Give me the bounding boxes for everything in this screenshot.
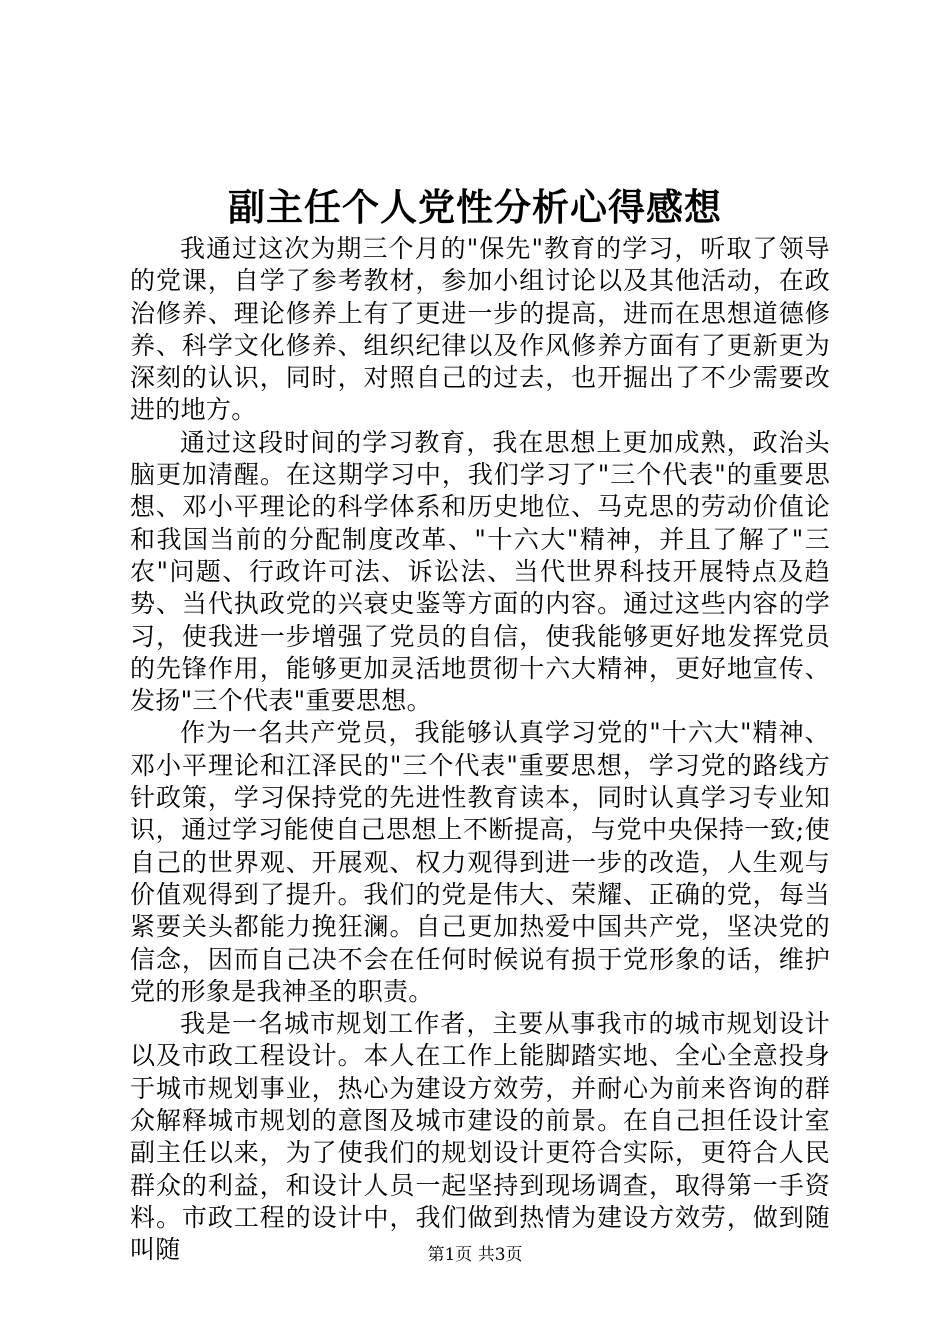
document-body <box>130 233 830 1267</box>
paragraph-3: 作为一名共产党员，我能够认真学习党的"十六大"精神、邓小平理论和江泽民的"三个代表"重要思想，学习党的路线方针政策，学习保持党的先进性教育读本，同时认真学习专业知识，通过学习能使自己思想上不断提高，与党中央保持一致;使自己的世界观、开展观、权力观得到进一步的改造，人生观与价值观得到了提升。我们的党是伟大、荣耀、正确的党，每当紧要关头都能力挽狂澜。自己更加热爱中国共产党，坚决党的信念，因而自己决不会在任何时候说有损于党形象的话，维护党的形象是我神圣的职责。 <box>130 718 830 1006</box>
paragraph-4: 我是一名城市规划工作者，主要从事我市的城市规划设计以及市政工程设计。本人在工作上能脚踏实地、全心全意投身于城市规划事业，热心为建设方效劳，并耐心为前来咨询的群众解释城市规划的意图及城市建设的前景。在自己担任设计室副主任以来，为了使我们的规划设计更符合实际，更符合人民群众的利益，和设计人员一起坚持到现场调查，取得第一手资料。市政工程的设计中，我们做到热情为建设方效劳，做到随叫随 <box>130 1009 830 1265</box>
document-title: 副主任个人党性分析心得感想 <box>228 185 722 229</box>
page-number-footer: 第1页 共3页 <box>427 1245 523 1265</box>
paragraph-2: 通过这段时间的学习教育，我在思想上更加成熟，政治头脑更加清醒。在这期学习中，我们学习了"三个代表"的重要思想、邓小平理论的科学体系和历史地位、马克思的劳动价值论和我国当前的分配制度改革、"十六大"精神，并且了解了"三农"问题、行政许可法、诉讼法、当代世界科技开展特点及趋势、当代执政党的兴衰史鉴等方面的内容。通过这些内容的学习，使我进一步增强了党员的自信，使我能够更好地发挥党员的先锋作用，能够更加灵活地贯彻十六大精神，更好地宣传、发扬"三个代表"重要思想。 <box>130 427 830 716</box>
paragraph-1: 我通过这次为期三个月的"保先"教育的学习，听取了领导的党课，自学了参考教材，参加小组讨论以及其他活动，在政治修养、理论修养上有了更进一步的提高，进而在思想道德修养、科学文化修养、组织纪律以及作风修养方面有了更新更为深刻的认识，同时，对照自己的过去，也开掘出了不少需要改进的地方。 <box>130 234 830 425</box>
